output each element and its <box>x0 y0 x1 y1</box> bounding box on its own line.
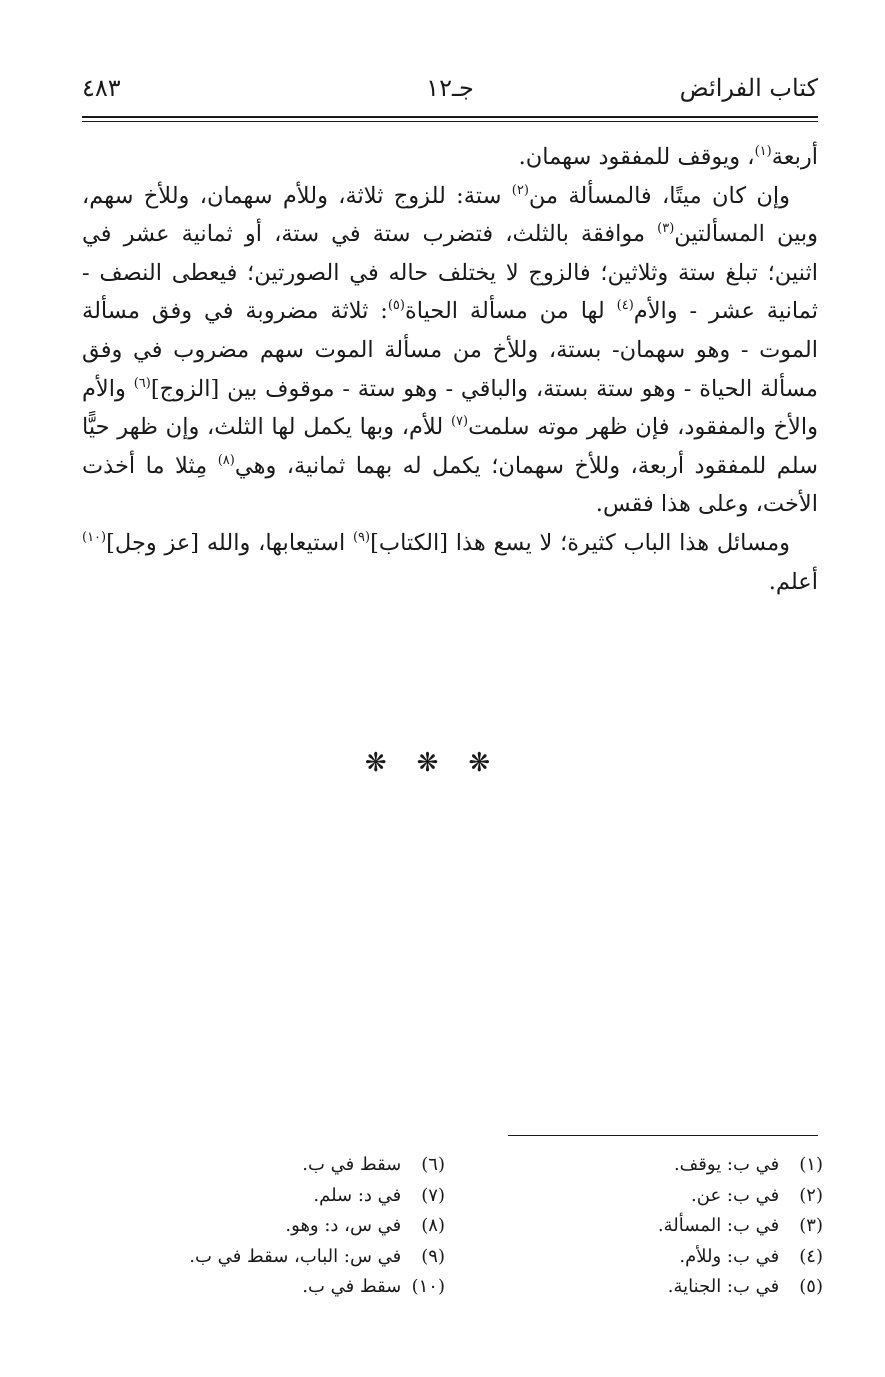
footnote-number: (٤) <box>799 1245 823 1267</box>
footnote-number: (٩) <box>421 1245 445 1267</box>
footnote-text: سقط في ب. <box>302 1154 402 1175</box>
footnote-number: (٦) <box>421 1154 445 1175</box>
text-segment: والأم والأخ والمفقود، فإن ظهر موته سلمت <box>82 375 818 441</box>
footnote-text: في ب: الجناية. <box>667 1276 780 1297</box>
text-segment: أربعة <box>771 144 818 170</box>
paragraph <box>82 524 818 601</box>
page-number: ٤٨٣ <box>82 74 121 102</box>
text-segment: : ثلاثة مضروبة في وفق مسألة الموت - وهو سهمان- بستة، وللأخ من مسألة الموت سهم مضروب في وفق مسألة الحياة - وهو ستة بستة، والباقي - وهو ستة - موقوف بين [الزوج] <box>82 298 818 402</box>
section-separator: ❋❋❋ <box>364 748 521 778</box>
footnotes-column-right <box>483 1150 823 1303</box>
text-segment: مِثلا ما أخذت الأخت، وعلى هذا فقس. <box>82 452 818 518</box>
paragraph <box>82 177 818 524</box>
footnote-rule <box>508 1135 818 1136</box>
footnote-marker: (٧) <box>450 414 469 430</box>
footnote-text: في س: الباب، سقط في ب. <box>189 1245 402 1267</box>
footnote-text: في د: سلم. <box>313 1184 402 1206</box>
footnote-text: في ب: المسألة. <box>657 1215 780 1236</box>
text-segment: موافقة بالثلث، فتضرب ستة في ستة، أو ثمانية عشر في اثنين؛ تبلغ ستة وثلاثين؛ فالزوج لا يختلف حاله في الصورتين؛ فيعطى النصف - ثمانية عشر - والأم <box>82 221 818 325</box>
footnote-marker: (٣) <box>657 221 675 237</box>
footnote-number: (٢) <box>799 1184 823 1206</box>
text-segment: لها من مسألة الحياة <box>404 298 617 325</box>
text-segment: استيعابها، والله [عز وجل] <box>106 529 353 556</box>
footnote-text: سقط في ب. <box>302 1276 402 1297</box>
header-rule-thick <box>82 116 818 118</box>
paragraph <box>82 138 818 177</box>
text-segment: ومسائل هذا الباب كثيرة؛ لا يسع هذا [الكتاب] <box>370 529 790 556</box>
footnote-text: في ب: عن. <box>691 1184 780 1206</box>
footnote-marker: (١٠) <box>82 529 107 545</box>
footnote-marker: (٦) <box>133 375 151 391</box>
footnote-number: (٣) <box>799 1215 823 1236</box>
text-segment: ، ويوقف للمفقود سهمان. <box>518 144 755 170</box>
footnotes-column-left <box>145 1150 445 1303</box>
volume-number: جـ١٢ <box>426 74 474 102</box>
footnote-number: (١) <box>799 1154 823 1175</box>
text-segment: أعلم. <box>768 568 818 595</box>
footnote-item <box>483 1181 823 1212</box>
footnote-item <box>145 1181 445 1212</box>
footnote-text: في ب: يوقف. <box>673 1154 780 1175</box>
footnote-marker: (٤) <box>616 298 634 314</box>
footnote-number: (٥) <box>799 1276 823 1297</box>
footnote-item <box>145 1242 445 1273</box>
footnote-item <box>483 1211 823 1242</box>
text-segment: وإن كان ميتًا، فالمسألة من <box>528 182 791 209</box>
footnote-item <box>145 1150 445 1181</box>
footnote-marker: (٩) <box>352 529 371 545</box>
main-text <box>82 138 818 601</box>
text-segment: ستة: للزوج ثلاثة، وللأم سهمان، وللأخ سهم، وبين المسألتين <box>82 182 818 248</box>
footnote-number: (٨) <box>421 1215 445 1236</box>
footnote-item <box>483 1272 823 1303</box>
footnote-item <box>145 1272 445 1303</box>
footnote-text: في ب: وللأم. <box>679 1245 780 1267</box>
text-segment: للأم، وبها يكمل لها الثلث، وإن ظهر حيًّا سلم للمفقود أربعة، وللأخ سهمان؛ يكمل له بهما ثمانية، وهي <box>82 414 818 479</box>
footnote-marker: (١) <box>754 144 772 159</box>
running-header <box>82 70 818 110</box>
footnote-number: (١٠) <box>411 1276 445 1297</box>
footnote-marker: (٢) <box>511 182 529 198</box>
book-title: كتاب الفرائض <box>679 74 818 102</box>
header-rule-thin <box>82 121 818 122</box>
footnote-number: (٧) <box>421 1184 445 1206</box>
footnote-item <box>483 1150 823 1181</box>
footnote-item <box>145 1211 445 1242</box>
footnote-item <box>483 1242 823 1273</box>
footnote-marker: (٨) <box>217 452 235 468</box>
footnote-marker: (٥) <box>387 298 405 314</box>
footnote-text: في س، د: وهو. <box>285 1215 402 1236</box>
